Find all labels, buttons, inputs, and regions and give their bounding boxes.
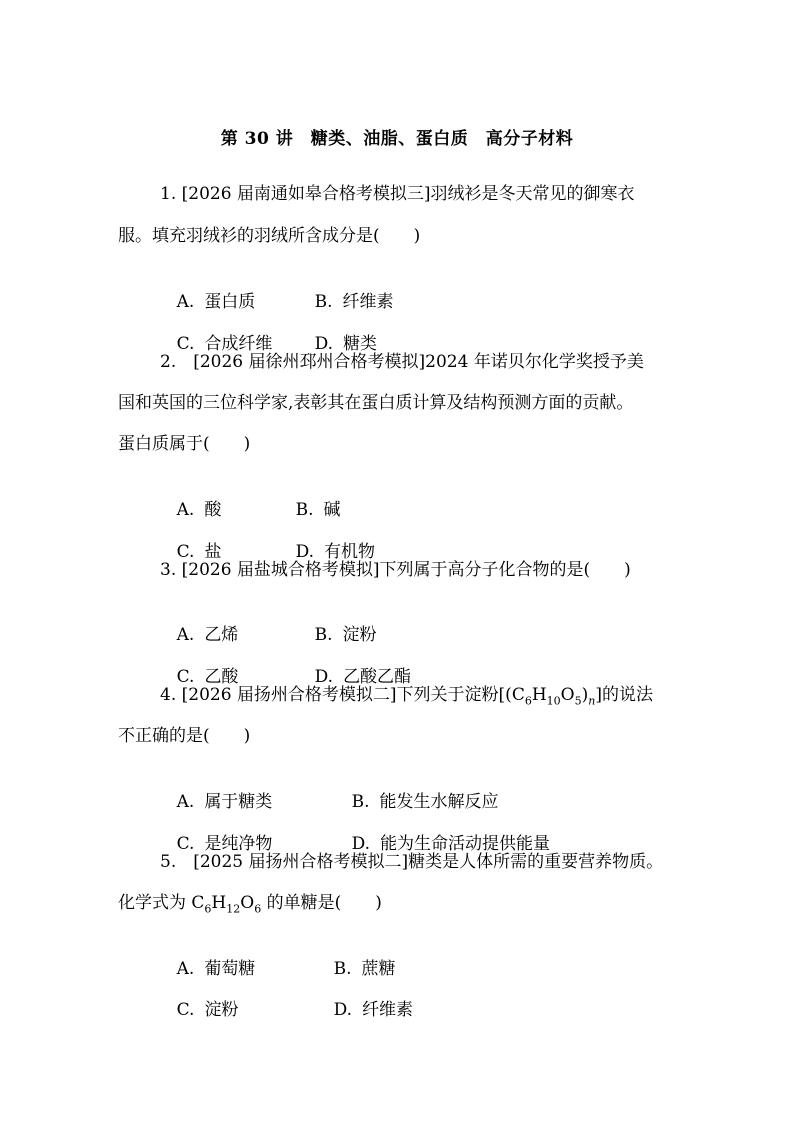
option-text: 能为生命活动提供能量 (380, 834, 551, 854)
question-4-stem-line-1 (160, 683, 653, 707)
question-5-option-d (312, 974, 413, 1046)
option-text: 盐 (204, 542, 222, 562)
subscript: 6 (524, 694, 532, 708)
option-label: C. (176, 542, 195, 562)
option-label: A. (176, 959, 195, 979)
question-5-option-c (155, 974, 238, 1046)
option-label: B. (314, 292, 333, 312)
question-2-stem-line-2: 国和英国的三位科学家,表彰其在蛋白质计算及结构预测方面的贡献。 (118, 393, 634, 413)
question-1-stem-line-2: 服。填充羽绒衫的羽绒所含成分是( ) (118, 226, 421, 246)
question-3-stem-line-1: 3. [2026 届盐城合格考模拟]下列属于高分子化合物的是( ) (160, 560, 631, 580)
option-label: C. (176, 667, 195, 687)
option-text: 淀粉 (204, 1000, 239, 1020)
option-text: 乙酸乙酯 (343, 667, 412, 687)
stem-text: O (560, 685, 575, 705)
stem-text: ]的说法 (595, 685, 653, 705)
stem-text: 的单糖是( ) (261, 893, 382, 913)
question-2-stem-line-3: 蛋白质属于( ) (118, 434, 251, 454)
option-label: A. (176, 292, 195, 312)
option-text: 乙烯 (204, 625, 239, 645)
stem-text: H (531, 685, 547, 705)
question-2-stem-line-1: 2. [2026 届徐州邳州合格考模拟]2024 年诺贝尔化学奖授予美 (160, 352, 644, 372)
question-1-stem-line-1: 1. [2026 届南通如皋合格考模拟三]羽绒衫是冬天常见的御寒衣 (160, 184, 635, 204)
option-text: 蔗糖 (361, 959, 396, 979)
option-text: 酸 (204, 500, 222, 520)
subscript: n (588, 694, 596, 708)
option-label: B. (351, 792, 370, 812)
subscript: 10 (546, 694, 561, 708)
option-label: A. (176, 792, 195, 812)
option-label: C. (176, 334, 195, 354)
stem-text: O (240, 893, 255, 913)
subscript: 5 (574, 694, 582, 708)
option-label: D. (295, 542, 315, 562)
option-label: C. (176, 1000, 195, 1020)
option-text: 乙酸 (204, 667, 239, 687)
option-text: 纤维素 (342, 292, 394, 312)
option-text: 能发生水解反应 (379, 792, 499, 812)
question-4-stem-line-2: 不正确的是( ) (118, 726, 251, 746)
option-label: C. (176, 834, 195, 854)
option-text: 属于糖类 (204, 792, 273, 812)
option-text: 淀粉 (342, 625, 377, 645)
option-label: B. (314, 625, 333, 645)
option-label: D. (351, 834, 371, 854)
stem-text: H (211, 893, 227, 913)
option-text: 葡萄糖 (204, 959, 256, 979)
option-text: 是纯净物 (204, 834, 273, 854)
option-text: 纤维素 (362, 1000, 414, 1020)
option-label: B. (333, 959, 352, 979)
option-text: 糖类 (343, 334, 378, 354)
option-label: D. (333, 1000, 353, 1020)
stem-text: 4. [2026 届扬州合格考模拟二]下列关于淀粉[(C (160, 685, 525, 705)
option-text: 有机物 (324, 542, 376, 562)
option-label: A. (176, 625, 195, 645)
option-text: 碱 (323, 500, 341, 520)
subscript: 12 (226, 902, 241, 916)
option-text: 合成纤维 (204, 334, 273, 354)
option-text: 蛋白质 (204, 292, 256, 312)
subscript: 6 (254, 902, 262, 916)
stem-text: 化学式为 C (118, 893, 205, 913)
subscript: 6 (204, 902, 212, 916)
option-label: D. (314, 667, 334, 687)
option-label: D. (314, 334, 334, 354)
question-5-stem-line-1: 5. [2025 届扬州合格考模拟二]糖类是人体所需的重要营养物质。 (160, 852, 664, 872)
option-label: A. (176, 500, 195, 520)
question-5-stem-line-2 (118, 891, 382, 915)
page-title: 第 30 讲 糖类、油脂、蛋白质 高分子材料 (220, 129, 574, 149)
stem-text: ) (581, 685, 589, 705)
option-label: B. (295, 500, 314, 520)
